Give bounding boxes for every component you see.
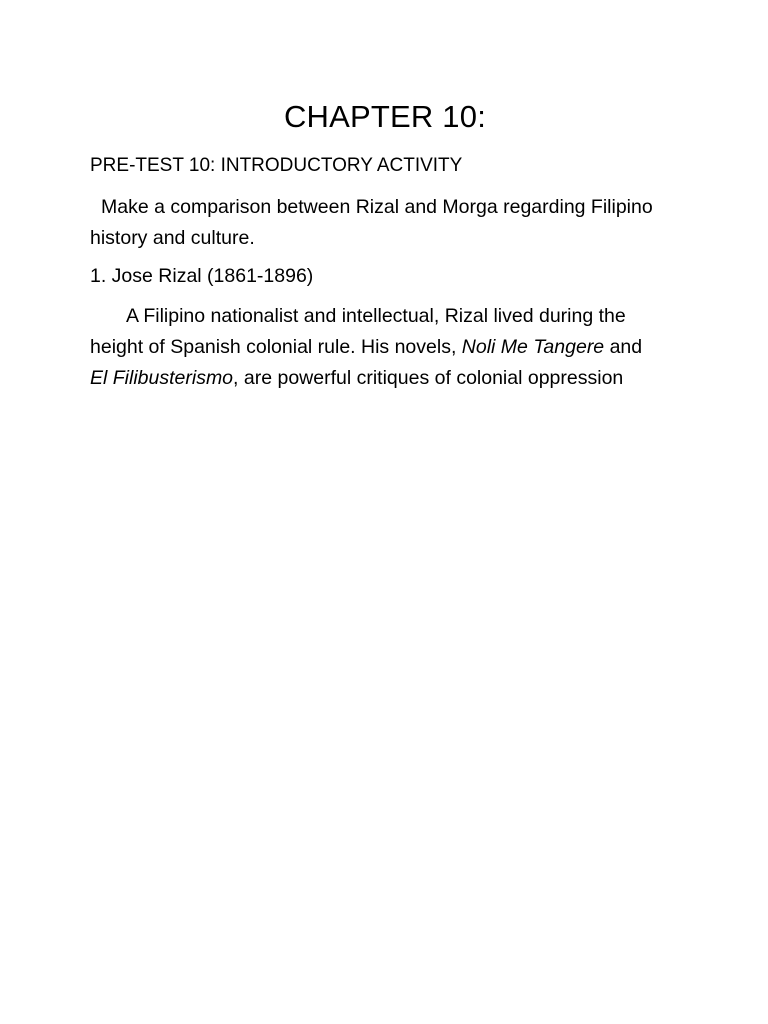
pretest-heading: PRE-TEST 10: INTRODUCTORY ACTIVITY — [90, 155, 463, 176]
rizal-description-text-3: , are powerful critiques of colonial oppression — [233, 367, 624, 389]
instruction-text: Make a comparison between Rizal and Morga regarding Filipino history and culture. — [90, 196, 653, 249]
instruction-paragraph — [90, 192, 680, 254]
rizal-description-text-1: A Filipino nationalist and intellectual, Rizal lived during the height of Spanish colonial rule. His novels, — [90, 305, 626, 358]
novel-title-fili: El Filibusterismo — [90, 367, 234, 389]
item-heading-jose-rizal: 1. Jose Rizal (1861-1896) — [90, 265, 314, 287]
novel-title-noli: Noli Me Tangere — [461, 336, 605, 358]
rizal-description-paragraph — [90, 301, 680, 394]
rizal-description-text-2: and — [604, 336, 643, 358]
page-content — [90, 96, 680, 394]
chapter-title: CHAPTER 10: — [283, 99, 487, 134]
